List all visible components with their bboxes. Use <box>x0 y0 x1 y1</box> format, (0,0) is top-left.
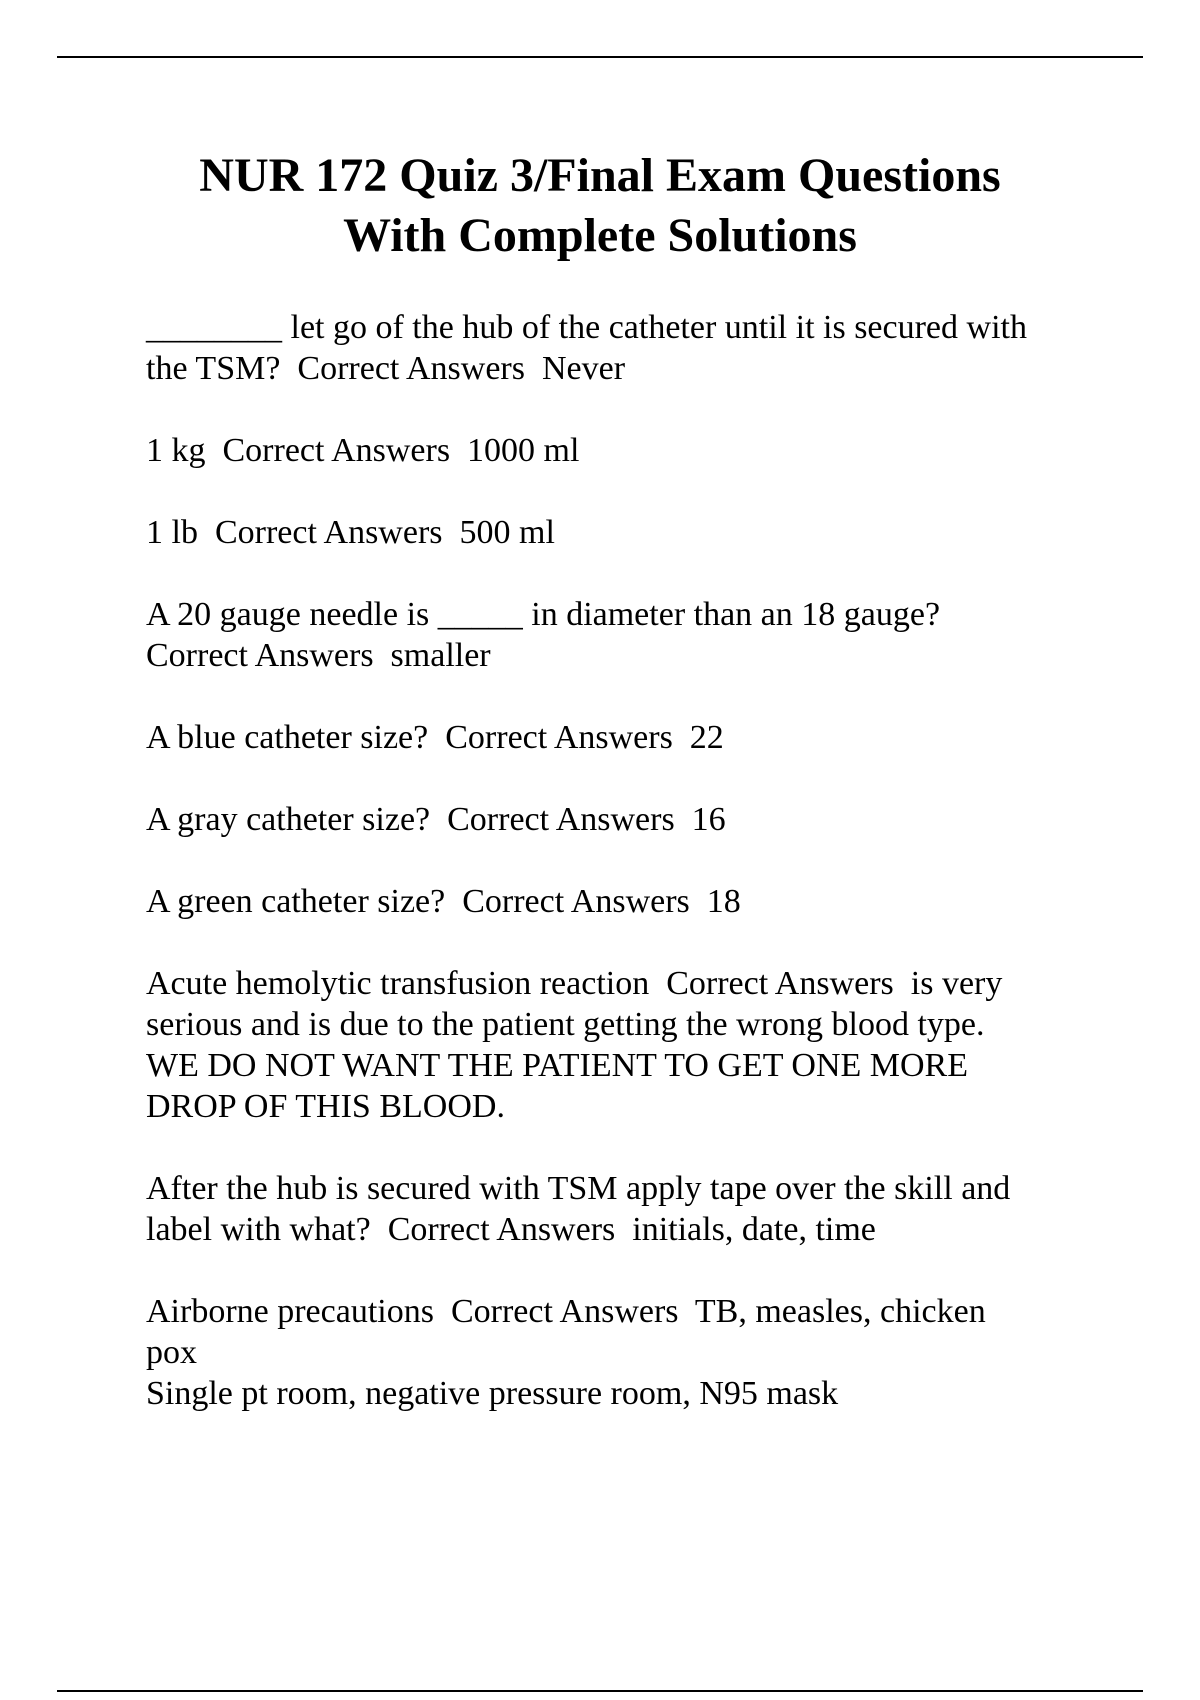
qa-line: serious and is due to the patient getting the wrong blood type. <box>146 1006 985 1043</box>
qa-line: the TSM? Correct Answers Never <box>146 350 626 387</box>
qa-line: A green catheter size? Correct Answers 18 <box>146 883 741 920</box>
qa-item <box>146 430 1096 471</box>
qa-item <box>146 881 1096 922</box>
qa-item <box>146 1291 1096 1414</box>
qa-line: pox <box>146 1334 197 1371</box>
document-title <box>60 146 1140 266</box>
title-line-1: NUR 172 Quiz 3/Final Exam Questions <box>199 149 1001 202</box>
bottom-rule <box>57 1690 1143 1692</box>
qa-line: A blue catheter size? Correct Answers 22 <box>146 719 724 756</box>
qa-line: A 20 gauge needle is _____ in diameter than an 18 gauge? <box>146 596 941 633</box>
qa-item <box>146 1168 1096 1250</box>
qa-line: Airborne precautions Correct Answers TB, measles, chicken <box>146 1293 986 1330</box>
qa-line: After the hub is secured with TSM apply tape over the skill and <box>146 1170 1011 1207</box>
qa-line: 1 kg Correct Answers 1000 ml <box>146 432 580 469</box>
qa-line: 1 lb Correct Answers 500 ml <box>146 514 555 551</box>
qa-line: Correct Answers smaller <box>146 637 491 674</box>
qa-item <box>146 594 1096 676</box>
top-rule <box>57 56 1143 58</box>
qa-line: DROP OF THIS BLOOD. <box>146 1088 505 1125</box>
qa-item <box>146 799 1096 840</box>
qa-item <box>146 512 1096 553</box>
qa-line: Acute hemolytic transfusion reaction Correct Answers is very <box>146 965 1003 1002</box>
qa-line: WE DO NOT WANT THE PATIENT TO GET ONE MORE <box>146 1047 968 1084</box>
qa-line: ________ let go of the hub of the catheter until it is secured with <box>146 309 1027 346</box>
qa-item <box>146 717 1096 758</box>
qa-line: A gray catheter size? Correct Answers 16 <box>146 801 726 838</box>
qa-line: Single pt room, negative pressure room, N95 mask <box>146 1375 839 1412</box>
qa-item <box>146 963 1096 1127</box>
qa-list <box>146 307 1096 1455</box>
qa-line: label with what? Correct Answers initials, date, time <box>146 1211 876 1248</box>
qa-item <box>146 307 1096 389</box>
title-line-2: With Complete Solutions <box>343 209 857 262</box>
